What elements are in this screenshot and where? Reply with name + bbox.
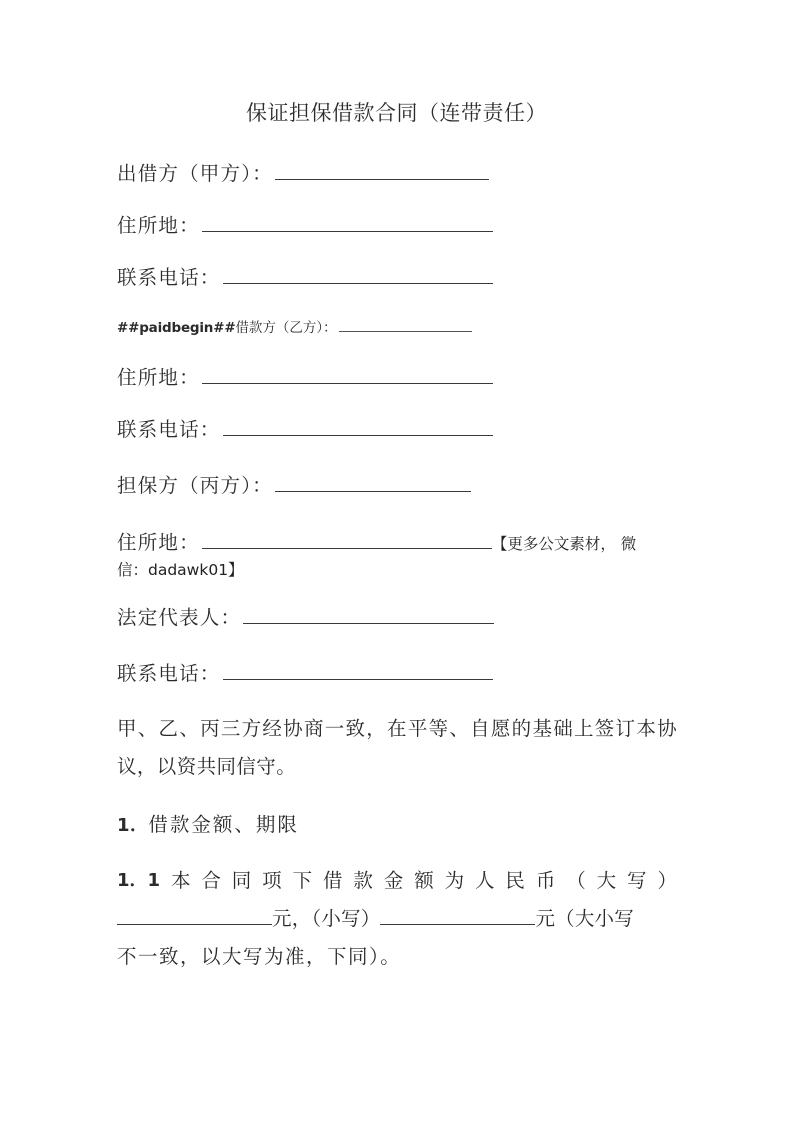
page-title: 保证担保借款合同（连带责任） <box>246 101 547 125</box>
clause-1-1-char-15: 写 <box>627 869 647 892</box>
clause-1-1-char-16: ） <box>657 869 677 892</box>
guarantor-blank[interactable] <box>275 472 471 492</box>
clause-1-1-char-6: 款 <box>353 869 373 892</box>
clause-1-1-char-7: 金 <box>383 869 404 892</box>
clause-1-1-char-9: 为 <box>444 869 465 892</box>
borrower-address-label: 住所地： <box>117 366 200 389</box>
guarantor-address-blank[interactable] <box>202 529 492 549</box>
field-row-legal-representative <box>117 603 697 633</box>
field-row-borrower <box>117 318 717 338</box>
borrower-label: 借款方（乙方）： <box>235 320 337 336</box>
clause-1-1-char-3: 项 <box>262 869 282 892</box>
clause-1-1-char-2: 同 <box>231 869 252 892</box>
clause-1-1-char-1: 合 <box>201 869 221 892</box>
guarantor-address-label: 住所地： <box>117 531 200 554</box>
borrower-blank[interactable] <box>339 318 472 332</box>
lender-address-blank[interactable] <box>202 212 493 232</box>
lender-label: 出借方（甲方）： <box>117 162 273 185</box>
amount-lowercase-blank[interactable] <box>380 905 535 925</box>
clause-1-1-char-13: （ <box>566 869 586 892</box>
legal-representative-label: 法定代表人： <box>117 606 242 629</box>
guarantor-phone-label: 联系电话： <box>117 662 221 685</box>
lender-phone-blank[interactable] <box>223 264 493 284</box>
paid-begin-marker: ##paidbegin## <box>117 320 236 336</box>
amount-unit-uppercase: 元，（小写） <box>272 907 381 930</box>
clause-1-1-number: 1．1 <box>117 870 161 891</box>
guarantor-label: 担保方（丙方）： <box>117 474 273 497</box>
field-row-lender-address <box>117 211 697 241</box>
borrower-phone-label: 联系电话： <box>117 418 221 441</box>
amount-unit-lowercase: 元（大小写 <box>535 907 634 930</box>
section-1-heading <box>117 806 677 845</box>
clause-1-1-char-11: 民 <box>505 869 525 892</box>
section-1-title: 借款金额、期限 <box>148 813 299 836</box>
guarantor-phone-blank[interactable] <box>223 660 493 680</box>
lender-phone-label: 联系电话： <box>117 266 221 289</box>
lender-blank[interactable] <box>275 160 489 180</box>
field-row-guarantor <box>117 471 697 501</box>
promo-note-line1: 【更多公文素材， 微 <box>491 535 637 553</box>
field-row-lender-phone <box>117 263 697 293</box>
clause-1-1-char-5: 借 <box>322 869 343 892</box>
field-row-lender <box>117 159 697 189</box>
borrower-phone-blank[interactable] <box>223 416 493 436</box>
clause-1-1-char-4: 下 <box>292 869 313 892</box>
clause-1-1-line-2 <box>117 900 677 938</box>
clause-1-1-char-8: 额 <box>414 869 434 892</box>
field-row-guarantor-phone <box>117 659 697 689</box>
borrower-address-blank[interactable] <box>202 364 493 384</box>
field-row-guarantor-address <box>117 528 697 559</box>
clause-1-1-char-12: 币 <box>535 869 556 892</box>
promo-note-line2: 信：dadawk01】 <box>117 561 244 579</box>
clause-1-1-char-10: 人 <box>475 869 495 892</box>
lender-address-label: 住所地： <box>117 214 200 237</box>
field-row-borrower-address <box>117 363 697 393</box>
section-1-number: 1 <box>117 815 130 836</box>
clause-1-1-line-1 <box>117 862 677 900</box>
clause-1-1 <box>117 862 677 976</box>
field-row-borrower-phone <box>117 415 697 445</box>
legal-representative-blank[interactable] <box>243 604 494 624</box>
section-1-separator: ． <box>129 815 149 836</box>
clause-1-1-char-0: 本 <box>170 869 191 892</box>
clause-1-1-line-3: 不一致，以大写为准，下同）。 <box>117 945 402 968</box>
clause-1-1-char-14: 大 <box>596 869 617 892</box>
preamble-paragraph: 甲、乙、丙三方经协商一致，在平等、自愿的基础上签订本协议，以资共同信守。 <box>117 717 677 778</box>
amount-uppercase-blank[interactable] <box>117 905 272 925</box>
